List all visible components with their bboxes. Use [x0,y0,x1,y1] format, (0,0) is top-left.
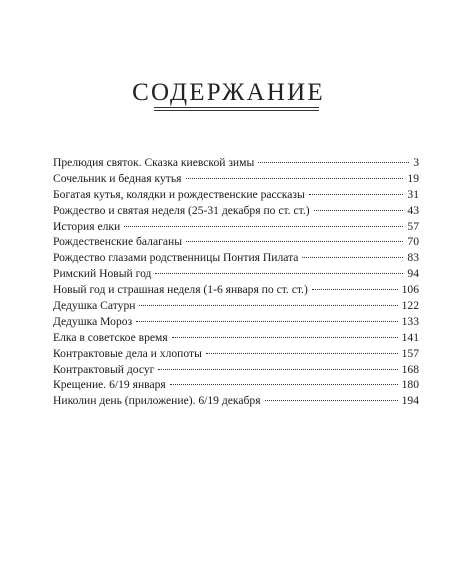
toc-entry-title: Николин день (приложение). 6/19 декабря [53,394,261,408]
toc-entry-page-number: 19 [407,171,419,185]
toc-dot-leader [124,226,403,227]
toc-entry [53,234,419,250]
toc-entry-page-number: 122 [401,299,419,313]
toc-entry-title: Новый год и страшная неделя (1-6 января по ст. ст.) [53,283,308,297]
table-of-contents [53,155,419,409]
title-underline-lower [154,110,319,111]
page-title: СОДЕРЖАНИЕ [132,79,325,106]
toc-entry [53,171,419,187]
toc-entry-title: Римский Новый год [53,267,152,281]
toc-entry-title: Рождество глазами родственницы Понтия Пилата [53,251,299,265]
toc-entry [53,314,419,330]
toc-dot-leader [136,321,397,322]
toc-dot-leader [170,384,398,385]
toc-entry-page-number: 168 [401,362,419,376]
toc-entry-title: Прелюдия святок. Сказка киевской зимы [53,156,255,169]
toc-entry-title: История елки [53,219,121,233]
toc-entry-page-number: 157 [401,346,419,360]
toc-entry [53,346,419,362]
toc-entry-title: Рождество и святая неделя (25-31 декабря по ст. ст.) [53,203,310,217]
toc-entry-title: Контрактовые дела и хлопоты [53,346,202,360]
toc-entry-page-number: 3 [413,156,419,169]
toc-entry [53,377,419,393]
toc-entry-page-number: 57 [407,219,419,233]
toc-entry-title: Дедушка Мороз [53,314,133,328]
toc-entry-page-number: 194 [401,394,419,408]
toc-entry [53,187,419,203]
toc-dot-leader [155,273,403,274]
toc-dot-leader [265,400,398,401]
toc-dot-leader [139,305,397,306]
toc-entry-page-number: 141 [401,330,419,344]
toc-entry [53,362,419,378]
toc-entry-page-number: 31 [407,187,419,201]
toc-entry-title: Дедушка Сатурн [53,299,136,313]
toc-entry [53,250,419,266]
toc-entry-title: Крещение. 6/19 января [53,378,166,392]
toc-dot-leader [309,194,404,195]
toc-entry [53,155,419,171]
toc-dot-leader [158,369,397,370]
toc-dot-leader [206,353,398,354]
toc-entry-page-number: 133 [401,314,419,328]
title-underline-upper [154,107,319,108]
toc-entry-title: Контрактовый досуг [53,362,155,376]
toc-dot-leader [312,289,398,290]
toc-entry [53,298,419,314]
toc-dot-leader [314,210,404,211]
toc-entry-title: Сочельник и бедная кутья [53,171,182,185]
toc-entry-page-number: 106 [401,283,419,297]
toc-entry-page-number: 83 [407,251,419,265]
toc-dot-leader [186,178,404,179]
toc-entry-title: Елка в советское время [53,330,168,344]
toc-dot-leader [186,241,403,242]
toc-entry-page-number: 94 [407,267,419,281]
toc-entry [53,266,419,282]
toc-entry-page-number: 70 [407,235,419,249]
toc-entry-title: Рождественские балаганы [53,235,182,249]
toc-entry [53,219,419,235]
toc-entry [53,203,419,219]
toc-entry [53,393,419,409]
title-block [0,80,457,106]
toc-entry-title: Богатая кутья, колядки и рождественские рассказы [53,187,305,201]
toc-dot-leader [172,337,398,338]
toc-entry [53,330,419,346]
toc-dot-leader [258,162,409,163]
toc-entry [53,282,419,298]
toc-entry-page-number: 43 [407,203,419,217]
toc-entry-page-number: 180 [401,378,419,392]
toc-dot-leader [302,257,403,258]
